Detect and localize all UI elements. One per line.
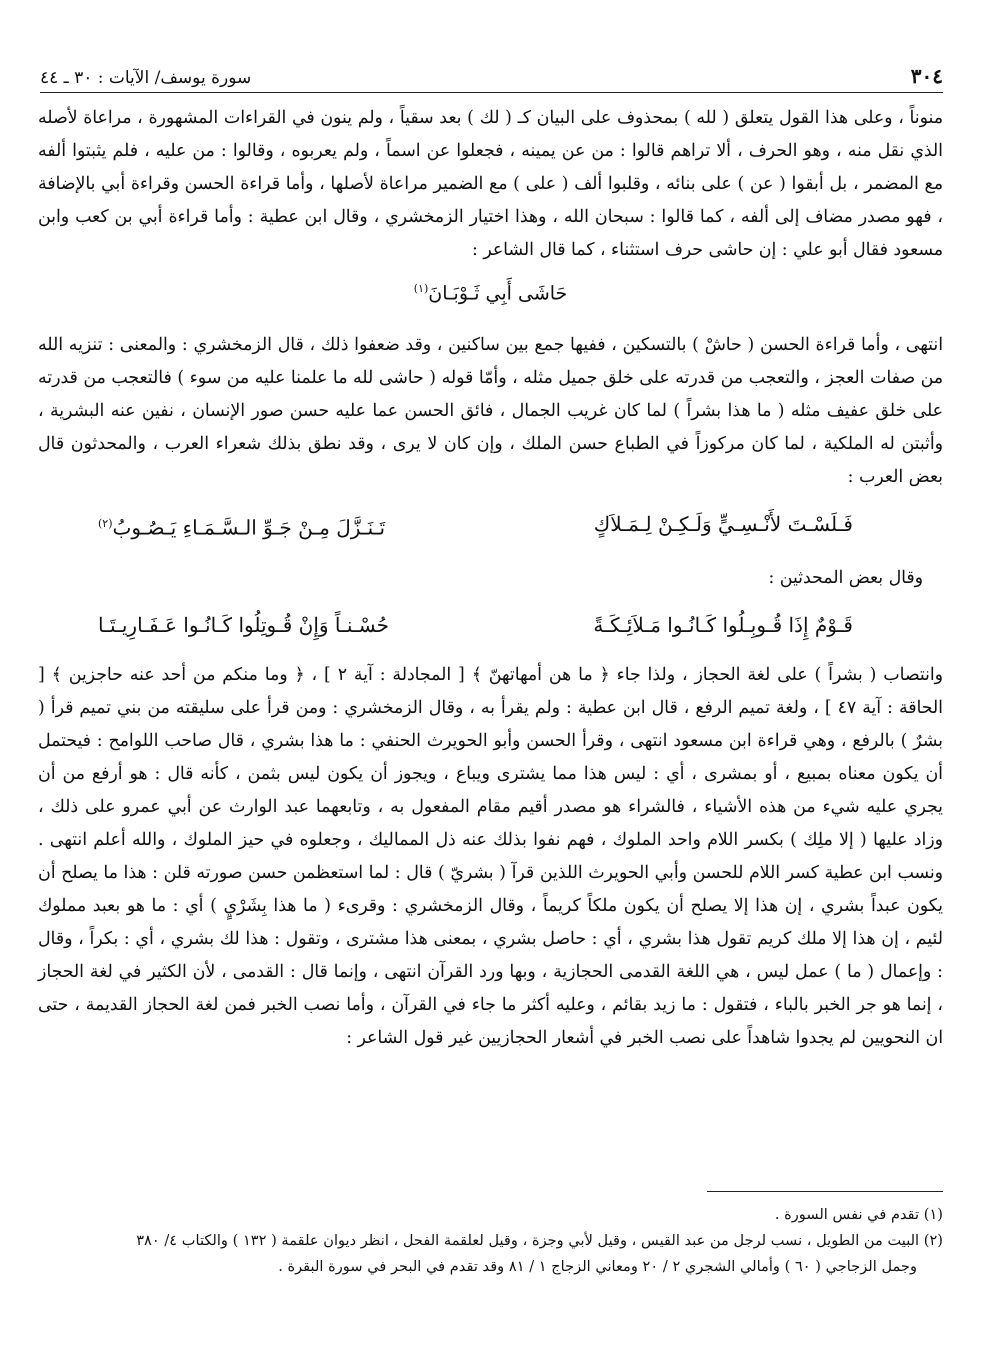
verse-3-second-hemistich: حُسْـنـاً وَإِنْ قُـوتِلُوا كَـانُـوا عَـفَـارِيـتَـا [98, 612, 389, 637]
paragraph-1: منوناً ، وعلى هذا القول يتعلق ( لله ) بمحذوف على البيان كـ ( لك ) بعد سقياً ، ولم ينون في القراءات المشهورة ، مراعاة لأصله الذي نقل منه ، وهو الحرف ، ألا تراهم قالوا : من عن يمينه ، فجعلوا عن اسماً ، ولم يعربوه ، وقالوا : من عليه ، فلم يثبتوا ألفه مع المضمر ، بل أبقوا ( عن ) على بنائه ، وقلبوا ألف ( على ) مع الضمير مراعاة لأصلها ، وأما قراءة الحسن وقراءة أبي بالإضافة ، فهو مصدر مضاف إلى ألفه ، كما قالوا : سبحان الله ، وهذا اختيار الزمخشري ، وقال ابن عطية : وأما قراءة أبي بن كعب وابن مسعود فقال أبو علي : إن حاشى حرف استثناء ، كما قال الشاعر : [38, 108, 943, 260]
footnote-1 [40, 1202, 943, 1228]
verse-3-first-hemistich: قَـوْمٌ إِذَا قُـوبِـلُوا كَـانُـوا مَـلاَئِـكَـةً [593, 612, 853, 637]
paragraph-2: انتهى ، وأما قراءة الحسن ( حاشْ ) بالتسكين ، ففيها جمع بين ساكنين ، وقد ضعفوا ذلك ، قال الزمخشري : والمعنى : تنزيه الله من صفات العجز ، والتعجب من قدرته على خلق جميل مثله ، وأمّا قوله ( حاشى لله ما علمنا عليه من سوء ) فالتعجب من قدرته على خلق عفيف مثله ( ما هذا بشراً ) لما كان غريب الجمال ، فائق الحسن عما عليه حسن صور الإنسان ، نفين عنه البشرية ، وأثبتن له الملكية ، لما كان مركوزاً في الطباع حسن الملك ، وإن كان لا يرى ، وقد نطق بذلك شعراء العرب ، والمحدثون قال بعض العرب : [38, 335, 943, 488]
footnote-ref-2: (٢) [98, 517, 113, 531]
main-text [38, 102, 943, 1055]
footnote-2-continued: وجمل الزجاجي ( ٦٠ ) وأمالي الشجري ٢ / ٢٠ ومعاني الزجاج ١ / ٨١ وقد تقدم في البحر في سورة البقرة . [278, 1258, 917, 1275]
footnote-1-text: تقدم في نفس السورة . [774, 1206, 920, 1223]
verse-2 [38, 504, 943, 548]
verse-1 [38, 271, 943, 311]
footnote-2 [40, 1228, 943, 1254]
running-title: سورة يوسف/ الآيات : ٣٠ ـ ٤٤ [40, 68, 252, 88]
footnote-2-text: البيت من الطويل ، نسب لرجل من عبد القيس ، وقيل لأبي وجزة ، وقيل لعلقمة الفحل ، انظر ديوان علقمة ( ١٣٢ ) والكتاب ٤/ ٣٨٠ [136, 1232, 920, 1249]
verse-2-second-hemistich: تَـنَـزَّلَ مِـنْ جَـوِّ الـسَّـمَـاءِ يَـصُـوبُ [112, 515, 386, 540]
page-number: ٣٠٤ [910, 64, 943, 88]
footnote-ref-1: (١) [413, 282, 429, 295]
footnotes [40, 1202, 943, 1280]
page-header [40, 58, 943, 93]
verse-3-intro: وقال بعض المحدثين : [768, 567, 923, 588]
footnote-1-number: (١) [923, 1206, 943, 1223]
paragraph-3: وانتصاب ( بشراً ) على لغة الحجاز ، ولذا جاء ﴿ ما هن أمهاتهنّ ﴾ [ المجادلة : آية ٢ ] ، ﴿ وما منكم من أحد عنه حاجزين ﴾ [ الحاقة : آية ٤٧ ] ، ولغة تميم الرفع ، قال ابن عطية : ولم يقرأ به ، وقال الزمخشري : ومن قرأ على سليقته من بني تميم قرأ ( بشرٌ ) بالرفع ، وهي قراءة ابن مسعود انتهى ، وقرأ الحسن وأبو الحويرث الحنفي : ما هذا بشري ، قال صاحب اللوامح : فيحتمل أن يكون معناه بمبيع ، أو بمشرى ، أي : ليس هذا مما يشترى ويباع ، ويجوز أن يكون ليس بثمن ، كأنه قال : هو أرفع من أن يجري عليه شيء من هذه الأشياء ، فالشراء هو مصدر أقيم مقام المفعول به ، وتابعهما عبد الوارث عن أبي عمرو على ذلك ، وزاد عليها ( إلا ملِك ) بكسر اللام واحد الملوك ، فهم نفوا بذلك عنه ذل المماليك ، وجعلوه في حيز الملوك ، والله أعلم انتهى . ونسب ابن عطية كسر اللام للحسن وأبي الحويرث اللذين قرآ ( بشريّ ) قال : لما استعظمن حسن صورته قلن : هذا ما يصلح أن يكون عبداً بشري ، إن هذا إلا يصلح أن يكون ملكاً كريماً ، وقال الزمخشري : وقرىء ( ما هذا بِشَرْيٍ ) أي : ما هو بعبد مملوك لئيم ، إن هذا إلا ملك كريم تقول هذا بشري ، أي : حاصل بشري ، بمعنى هذا مشترى ، وتقول : هذا لك بشري ، أي : بكراً ، وقال : وإعمال ( ما ) عمل ليس ، هي اللغة القدمى الحجازية ، وبها ورد القرآن انتهى ، وإنما قال : القدمى ، لأن الكثير في لغة الحجاز ، إنما هو جر الخبر بالباء ، فتقول : ما زيد بقائم ، وعليه أكثر ما جاء في القرآن ، وأما نصب الخبر فمن لغة الحجاز القديمة ، حتى ان النحويين لم يجدوا شاهداً على نصب الخبر في أشعار الحجازيين غير قول الشاعر : [38, 664, 943, 1048]
verse-2-first-hemistich: فَـلَسْـتَ لأَنْـسِـيٍّ وَلَـكِـنْ لِـمَـلاَكٍ [593, 512, 853, 537]
verse-1-text: حَاشَى أَبِي ثَـوْبَـانَ [428, 282, 568, 305]
verse-3 [38, 605, 943, 645]
footnote-divider [707, 1191, 943, 1192]
footnote-2-number: (٢) [923, 1232, 943, 1249]
